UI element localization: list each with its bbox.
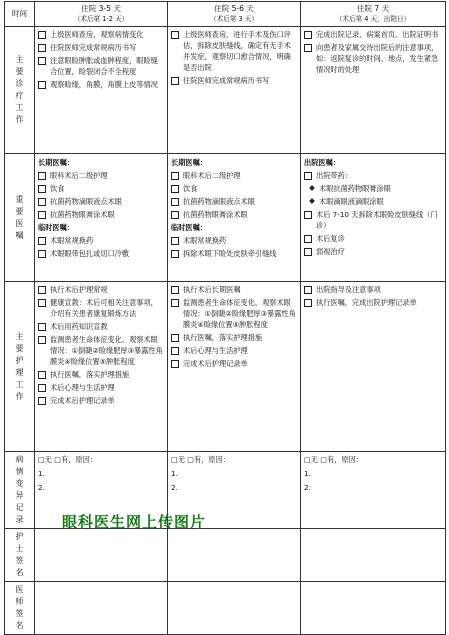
checkbox-icon[interactable]: [304, 172, 312, 180]
list-item: [304, 183, 442, 194]
nursing-label: 主要护理工作: [5, 282, 35, 452]
nurse-sign-row: [5, 529, 446, 582]
checkbox-icon[interactable]: [38, 371, 46, 379]
variation-choice: □无 □有，原因：: [171, 455, 230, 464]
checkbox-icon[interactable]: [171, 334, 179, 342]
orders-col2: [168, 154, 301, 282]
list-item: [38, 321, 164, 332]
checkbox-icon[interactable]: [38, 172, 46, 180]
nurse-sign-col3: [301, 529, 446, 582]
item-text: 注意眼睑肿胀或血肿程度，眼睑缝合位置，睑裂闭合不全程度: [50, 56, 158, 76]
item-text: 出院指导及注意事项: [316, 285, 381, 294]
checkbox-icon[interactable]: [38, 31, 46, 39]
item-text: 术眼眼带包扎或切口冷敷: [50, 249, 130, 258]
col1-subtitle: （术后第 1-2 天）: [73, 15, 129, 23]
bullet-diamond-icon: [309, 185, 315, 191]
list-item: [38, 183, 164, 194]
list-item: [171, 332, 297, 343]
list-item: [304, 170, 442, 181]
item-text: 术眼抗菌药物眼膏涂眼: [319, 184, 391, 193]
col2-subtitle: （术后第 3 天）: [210, 15, 258, 23]
item-text: 抗菌药物滴眼液点术眼: [50, 197, 122, 206]
time-label: 时间: [5, 2, 35, 27]
checkbox-icon[interactable]: [304, 44, 312, 52]
item-text: 饮食: [50, 184, 65, 193]
item-text: 饮食: [183, 184, 198, 193]
item-text: 术眼滴眼液滴眼涂眼: [319, 197, 384, 206]
item-text: 抗菌药物滴眼液点术眼: [183, 197, 255, 206]
variation-reason-2: 2.: [38, 483, 45, 492]
list-item: [38, 369, 164, 380]
nursing-col1: [35, 282, 168, 452]
checkbox-icon[interactable]: [38, 211, 46, 219]
item-text: 拆除术眼下睑处皮肤牵引缝线: [183, 249, 277, 258]
item-text: 眼科术后二级护理: [183, 171, 241, 180]
item-text: 术后心理与生活护理: [50, 383, 115, 392]
checkbox-icon[interactable]: [38, 198, 46, 206]
list-item: [38, 170, 164, 181]
checkbox-icon[interactable]: [171, 185, 179, 193]
item-text: 监测患者生命体征变化、观察术眼情况：①倒睫②睑缘肥厚③暴露性角膜炎④睑缘位置⑤肿胀程度: [50, 335, 163, 366]
list-item: [171, 297, 297, 330]
item-text: 上级医师查房，观察病情变化: [50, 30, 144, 39]
item-text: 完成术后护理记录单: [50, 396, 115, 405]
nursing-row: [5, 282, 446, 452]
long-orders-title: 长期医嘱：: [171, 158, 207, 167]
list-item: [171, 170, 297, 181]
item-text: 执行医嘱，完成出院护理记录单: [316, 298, 417, 307]
checkbox-icon[interactable]: [38, 384, 46, 392]
list-item: [38, 29, 164, 40]
item-text: 观察睑缘，角膜，角膜上皮等情况: [50, 80, 158, 89]
variation-reason-2: 2.: [304, 483, 311, 492]
doctor-sign-col3: [301, 582, 446, 635]
list-item: [38, 42, 164, 53]
checkbox-icon[interactable]: [38, 286, 46, 294]
checkbox-icon[interactable]: [171, 286, 179, 294]
checkbox-icon[interactable]: [304, 235, 312, 243]
item-text: 术眼常规换药: [183, 236, 227, 245]
orders-col3: [301, 154, 446, 282]
header-row: [5, 2, 446, 27]
list-item: [171, 345, 297, 356]
list-item: [304, 209, 442, 231]
list-item: [171, 248, 297, 259]
checkbox-icon[interactable]: [171, 198, 179, 206]
item-text: 术后 7-10 天拆除术眼睑皮肤缝线（门诊）: [316, 210, 438, 230]
checkbox-icon[interactable]: [38, 81, 46, 89]
list-item: [304, 233, 442, 244]
temp-orders-title: 临时医嘱：: [171, 223, 207, 232]
list-item: [38, 209, 164, 220]
nurse-sign-col1: [35, 529, 168, 582]
diagnosis-label: 主要诊疗工作: [5, 27, 35, 154]
list-item: [171, 75, 297, 86]
doctor-sign-col1: [35, 582, 168, 635]
list-item: [171, 29, 297, 73]
item-text: 住院医师完成常规病历书写: [183, 76, 270, 85]
col1-title: 住院 3-5 天: [80, 4, 121, 13]
diagnosis-col2: [168, 27, 301, 154]
item-text: 出院带药：: [316, 171, 352, 180]
temp-orders-title: 临时医嘱：: [38, 223, 74, 232]
item-text: 上级医师查房，进行手术及伤口评估，拆除皮肤缝线，确定有无手术并发症，观察切口愈合情况，明确是否出院: [183, 30, 291, 72]
col3-title: 住院 7 天: [356, 4, 390, 13]
list-item: [304, 196, 442, 207]
col3-header: [301, 2, 446, 27]
nursing-col2: [168, 282, 301, 452]
item-text: 完成出院记录、病案首页、出院证明书: [316, 30, 439, 39]
nursing-col3: [301, 282, 446, 452]
list-item: [38, 196, 164, 207]
list-item: [304, 297, 442, 308]
checkbox-icon[interactable]: [304, 248, 312, 256]
checkbox-icon[interactable]: [171, 237, 179, 245]
checkbox-icon[interactable]: [304, 286, 312, 294]
variation-choice: □无 □有，原因：: [304, 455, 363, 464]
checkbox-icon[interactable]: [38, 185, 46, 193]
variation-choice: □无 □有，原因：: [38, 455, 97, 464]
item-text: 监测患者生命体征变化，观察术眼情况：①倒睫②睑缘肥厚③暴露性角膜炎④睑缘位置⑤肿胀程度: [183, 298, 296, 329]
nurse-sign-label: 护士签名: [5, 529, 35, 582]
item-text: 眼科术后二级护理: [50, 171, 108, 180]
diagnosis-row: [5, 27, 446, 154]
checkbox-icon[interactable]: [171, 31, 179, 39]
doctor-sign-row: [5, 582, 446, 635]
orders-row: [5, 154, 446, 282]
col3-subtitle: （术后第 4 天，出院日）: [335, 15, 411, 23]
orders-col1: [35, 154, 168, 282]
checkbox-icon[interactable]: [38, 336, 46, 344]
checkbox-icon[interactable]: [171, 299, 179, 307]
list-item: [38, 235, 164, 246]
checkbox-icon[interactable]: [171, 360, 179, 368]
checkbox-icon[interactable]: [304, 211, 312, 219]
list-item: [171, 235, 297, 246]
diagnosis-col3: [301, 27, 446, 154]
variation-reason-1: 1.: [304, 469, 311, 478]
item-text: 完成术后护理记录单: [183, 359, 248, 368]
variation-reason-2: 2.: [171, 483, 178, 492]
list-item: [38, 284, 164, 295]
checkbox-icon[interactable]: [171, 250, 179, 258]
checkbox-icon[interactable]: [38, 397, 46, 405]
variation-col3: [301, 452, 446, 529]
checkbox-icon[interactable]: [304, 299, 312, 307]
checkbox-icon[interactable]: [38, 299, 46, 307]
list-item: [171, 284, 297, 295]
checkbox-icon[interactable]: [171, 211, 179, 219]
item-text: 弱视治疗: [316, 247, 345, 256]
long-orders-title: 长期医嘱：: [38, 158, 74, 167]
discharge-orders-title: 出院医嘱：: [304, 158, 340, 167]
checkbox-icon[interactable]: [171, 172, 179, 180]
list-item: [171, 183, 297, 194]
item-text: 抗菌药物眼膏涂术眼: [50, 210, 115, 219]
col2-title: 住院 5-6 天: [213, 4, 254, 13]
item-text: 术后复诊: [316, 234, 345, 243]
item-text: 执行术后长期医嘱: [183, 285, 241, 294]
item-text: 术后用药知识宣教: [50, 322, 108, 331]
list-item: [304, 284, 442, 295]
checkbox-icon[interactable]: [304, 31, 312, 39]
item-text: 健康宣教：术后可相关注意事项，介绍有关患者康复锻炼方法: [50, 298, 158, 318]
clinical-pathway-table: [4, 1, 446, 635]
checkbox-icon[interactable]: [38, 237, 46, 245]
checkbox-icon[interactable]: [38, 323, 46, 331]
checkbox-icon[interactable]: [38, 44, 46, 52]
item-text: 向患者及家属交待出院后的注意事项，如：返院复诊的时间、地点，发生紧急情况时的处理: [316, 43, 439, 74]
list-item: [171, 358, 297, 369]
doctor-sign-col2: [168, 582, 301, 635]
list-item: [38, 297, 164, 319]
item-text: 执行医嘱，落实护理措施: [183, 333, 263, 342]
item-text: 住院医师完成常规病历书写: [50, 43, 137, 52]
col1-header: [35, 2, 168, 27]
checkbox-icon[interactable]: [38, 57, 46, 65]
list-item: [38, 248, 164, 259]
list-item: [304, 42, 442, 75]
list-item: [38, 55, 164, 77]
item-text: 执行术后护理常规: [50, 285, 108, 294]
orders-label: 重要医嘱: [5, 154, 35, 282]
item-text: 抗菌药物眼膏涂术眼: [183, 210, 248, 219]
list-item: [38, 395, 164, 406]
variation-reason-1: 1.: [38, 469, 45, 478]
item-text: 术后心理与生活护理: [183, 346, 248, 355]
checkbox-icon[interactable]: [38, 250, 46, 258]
list-item: [171, 196, 297, 207]
list-item: [38, 79, 164, 90]
checkbox-icon[interactable]: [171, 77, 179, 85]
variation-label: 病情变异记录: [5, 452, 35, 529]
nurse-sign-col2: [168, 529, 301, 582]
item-text: 执行医嘱，落实护理措施: [50, 370, 130, 379]
list-item: [304, 246, 442, 257]
variation-reason-1: 1.: [171, 469, 178, 478]
watermark-text: 眼科医生网上传图片: [62, 513, 207, 531]
doctor-sign-label: 医师签名: [5, 582, 35, 635]
checkbox-icon[interactable]: [171, 347, 179, 355]
list-item: [304, 29, 442, 40]
list-item: [171, 209, 297, 220]
diagnosis-col1: [35, 27, 168, 154]
item-text: 术眼常规换药: [50, 236, 94, 245]
list-item: [38, 382, 164, 393]
col2-header: [168, 2, 301, 27]
bullet-diamond-icon: [309, 198, 315, 204]
list-item: [38, 334, 164, 367]
